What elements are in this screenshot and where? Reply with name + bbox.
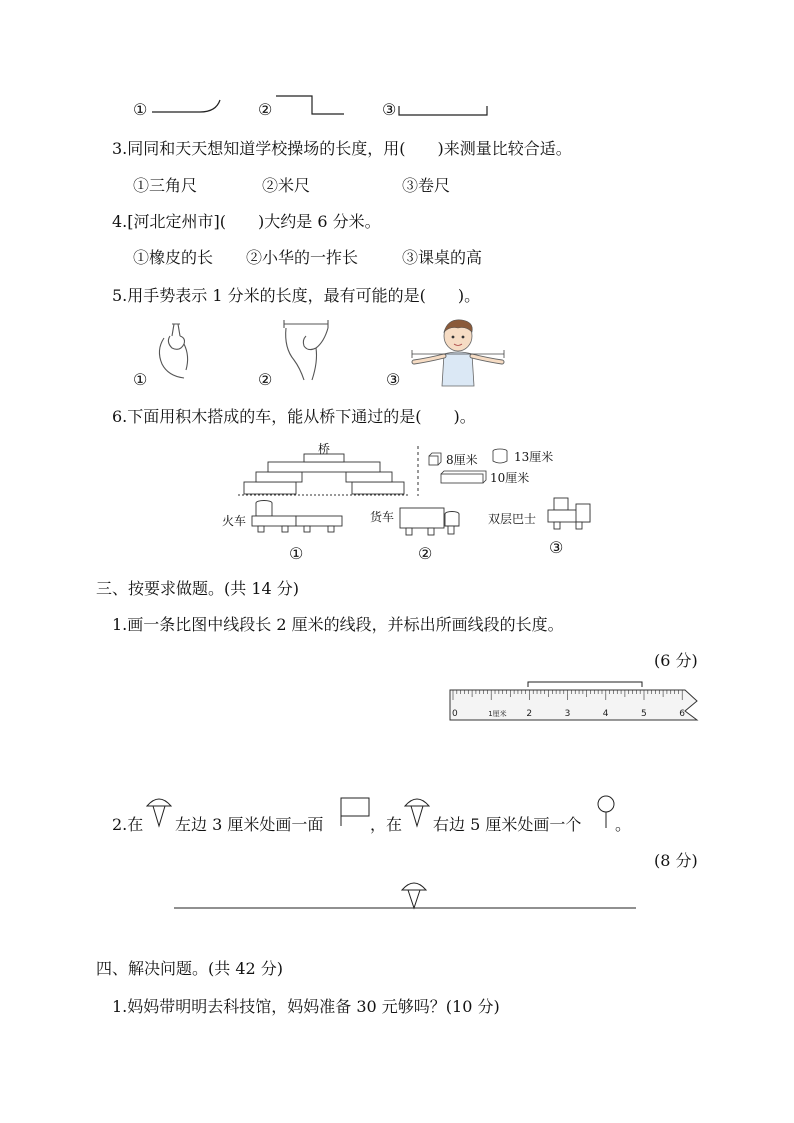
q5-option-2-label: ② — [258, 370, 273, 389]
train-blocks-image — [250, 500, 346, 536]
cube-height-label: 8厘米 — [446, 453, 478, 467]
boy-arms-spread-image — [408, 316, 508, 388]
ruler-image — [449, 678, 699, 722]
section-3-question-2-part-a: 2.在 — [112, 815, 144, 834]
section-3-question-2-score: (8 分) — [654, 851, 698, 870]
long-block-height-label: 10厘米 — [490, 471, 530, 485]
curved-line-figure — [150, 98, 230, 118]
pushpin-icon — [403, 794, 431, 830]
section-3-question-2-part-d: 右边 5 厘米处画一个 — [433, 815, 582, 834]
cylinder-height-label: 13厘米 — [514, 450, 554, 464]
ruler-number: 5 — [641, 709, 647, 719]
question-3-text: 3.同同和天天想知道学校操场的长度，用( )来测量比较合适。 — [112, 139, 572, 158]
ruler-number: 4 — [602, 709, 609, 719]
broken-line-figure — [276, 94, 348, 118]
divider-dashed-line — [416, 446, 420, 496]
ruler-number: 0 — [452, 709, 458, 719]
flag-icon — [339, 796, 371, 828]
double-decker-bus-label: 双层巴士 — [488, 512, 537, 526]
pushpin-icon — [145, 794, 173, 830]
section-3-question-2-part-e: 。 — [615, 815, 632, 834]
straight-segment-figure — [398, 104, 490, 118]
q4-option-1: ①橡皮的长 — [133, 248, 214, 267]
q4-option-2: ②小华的一拃长 — [246, 248, 359, 267]
section-3-question-2-part-c: ，在 — [370, 815, 403, 834]
bridge-label: 桥 — [318, 442, 331, 456]
q3-option-2: ②米尺 — [262, 176, 311, 195]
question-5-text: 5.用手势表示 1 分米的长度，最有可能的是( )。 — [112, 286, 481, 305]
section-3-question-1-text: 1.画一条比图中线段长 2 厘米的线段，并标出所画线段的长度。 — [112, 615, 564, 634]
q5-option-1-label: ① — [133, 370, 148, 389]
q4-option-3: ③课桌的高 — [402, 248, 483, 267]
ruler-number: 3 — [564, 709, 571, 719]
ruler-number: 1厘米 — [488, 710, 507, 718]
train-label: 火车 — [222, 514, 247, 528]
truck-blocks-image — [398, 502, 464, 538]
q2-option-3-label: ③ — [382, 100, 397, 119]
section-3-question-2-part-b: 左边 3 厘米处画一面 — [175, 815, 324, 834]
section-3-question-1-score: (6 分) — [654, 651, 698, 670]
double-decker-bus-blocks-image — [546, 494, 596, 536]
q6-option-2-label: ② — [418, 544, 433, 563]
q3-option-3: ③卷尺 — [402, 176, 451, 195]
q6-option-1-label: ① — [289, 544, 304, 563]
section-4-question-1-text: 1.妈妈带明明去科技馆，妈妈准备 30 元够吗？(10 分) — [112, 997, 500, 1016]
cylinder-block-icon — [492, 448, 510, 464]
spread-hand-image — [278, 318, 338, 382]
section-3-title: 三、按要求做题。(共 14 分) — [96, 579, 300, 598]
section-4-title: 四、解决问题。(共 42 分) — [96, 959, 284, 978]
long-block-icon — [440, 470, 488, 484]
question-4-text: 4.[河北定州市]( )大约是 6 分米。 — [112, 212, 381, 231]
q2-option-2-label: ② — [258, 100, 273, 119]
balloon-icon — [597, 794, 615, 832]
ruler-number: 2 — [526, 709, 533, 719]
truck-label: 货车 — [370, 510, 395, 524]
ruler-number: 6 — [679, 709, 685, 719]
question-6-text: 6.下面用积木搭成的车，能从桥下通过的是( )。 — [112, 407, 476, 426]
q5-option-3-label: ③ — [386, 370, 401, 389]
pinch-hand-image — [150, 320, 200, 380]
q6-option-3-label: ③ — [549, 538, 564, 557]
q3-option-1: ①三角尺 — [133, 176, 198, 195]
cube-block-icon — [428, 452, 444, 466]
drawing-baseline-with-pushpin — [174, 876, 638, 912]
q2-option-1-label: ① — [133, 100, 148, 119]
